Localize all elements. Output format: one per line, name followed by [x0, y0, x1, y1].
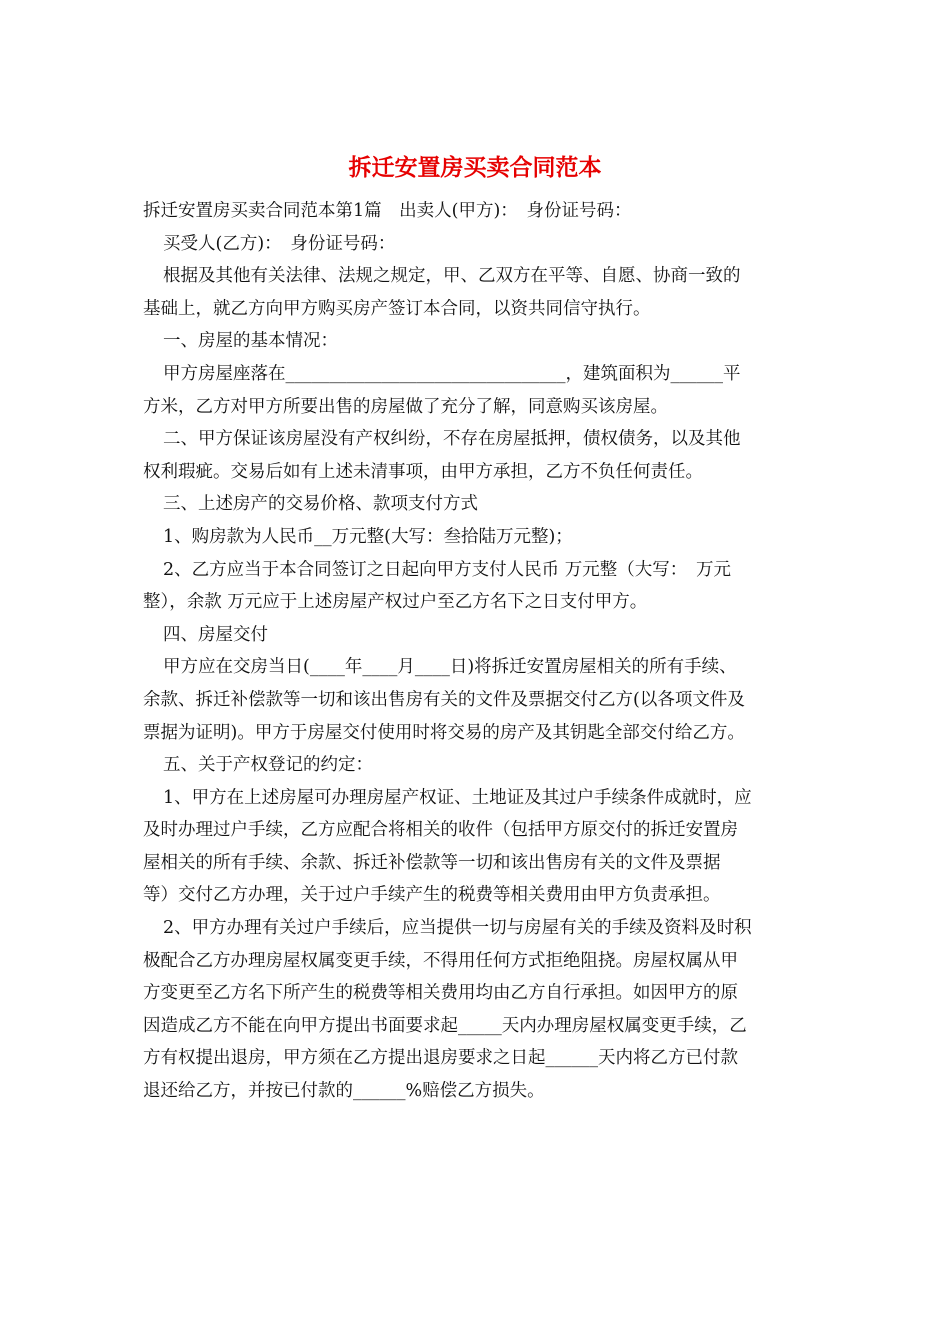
paragraph-line: 甲方应在交房当日(____年____月____日)将拆迁安置房屋相关的所有手续、 — [163, 657, 737, 678]
paragraph-line: 因造成乙方不能在向甲方提出书面要求起_____天内办理房屋权属变更手续，乙 — [143, 1015, 747, 1036]
section-heading: 一、房屋的基本情况： — [163, 331, 338, 352]
paragraph-line: 拆迁安置房买卖合同范本第1篇 出卖人(甲方)： 身份证号码： — [143, 201, 632, 221]
paragraph-line: 方米，乙方对甲方所要出售的房屋做了充分了解，同意购买该房屋。 — [143, 396, 668, 417]
paragraph-line: 屋相关的所有手续、余款、拆迁补偿款等一切和该出售房有关的文件及票据 — [143, 852, 721, 873]
paragraph-line: 等）交付乙方办理，关于过户手续产生的税费等相关费用由甲方负责承担。 — [143, 885, 721, 906]
paragraph-line: 整），余款 万元应于上述房屋产权过户至乙方名下之日支付甲方。 — [143, 592, 648, 613]
paragraph-line: 1、甲方在上述房屋可办理房屋产权证、土地证及其过户手续条件成就时，应 — [163, 787, 752, 808]
paragraph-line: 2、乙方应当于本合同签订之日起向甲方支付人民币 万元整（大写： 万元 — [163, 559, 731, 580]
paragraph-line: 及时办理过户手续，乙方应配合将相关的收件（包括甲方原交付的拆迁安置房 — [143, 820, 738, 841]
paragraph-line: 票据为证明)。甲方于房屋交付使用时将交易的房产及其钥匙全部交付给乙方。 — [143, 722, 745, 743]
paragraph-line: 余款、拆迁补偿款等一切和该出售房有关的文件及票据交付乙方(以各项文件及 — [143, 689, 745, 710]
paragraph-line: 权利瑕疵。交易后如有上述未清事项，由甲方承担，乙方不负任何责任。 — [143, 461, 703, 482]
paragraph-line: 方有权提出退房，甲方须在乙方提出退房要求之日起______天内将乙方已付款 — [143, 1048, 738, 1069]
section-heading: 三、上述房产的交易价格、款项支付方式 — [163, 494, 478, 515]
paragraph-line: 二、甲方保证该房屋没有产权纠纷，不存在房屋抵押，债权债务，以及其他 — [163, 429, 741, 450]
section-heading: 五、关于产权登记的约定： — [163, 755, 373, 776]
paragraph-line: 2、甲方办理有关过户手续后，应当提供一切与房屋有关的手续及资料及时积 — [163, 918, 752, 939]
document-title: 拆迁安置房买卖合同范本 — [348, 154, 602, 181]
paragraph-line: 方变更至乙方名下所产生的税费等相关费用均由乙方自行承担。如因甲方的原 — [143, 983, 738, 1004]
paragraph-line: 退还给乙方，并按已付款的______%赔偿乙方损失。 — [143, 1081, 545, 1102]
paragraph-line: 甲方房屋座落在________________________________，建筑面积为______平 — [163, 363, 741, 384]
paragraph-line: 根据及其他有关法律、法规之规定，甲、乙双方在平等、自愿、协商一致的 — [163, 266, 741, 287]
contract-body — [143, 195, 808, 1108]
paragraph-line: 极配合乙方办理房屋权属变更手续，不得用任何方式拒绝阻挠。房屋权属从甲 — [143, 950, 738, 971]
paragraph-line: 1、购房款为人民币__万元整(大写：叁拾陆万元整)； — [163, 526, 573, 547]
paragraph-line: 基础上，就乙方向甲方购买房产签订本合同，以资共同信守执行。 — [143, 298, 651, 319]
paragraph-line: 买受人(乙方)： 身份证号码： — [163, 233, 396, 254]
section-heading: 四、房屋交付 — [163, 624, 268, 645]
